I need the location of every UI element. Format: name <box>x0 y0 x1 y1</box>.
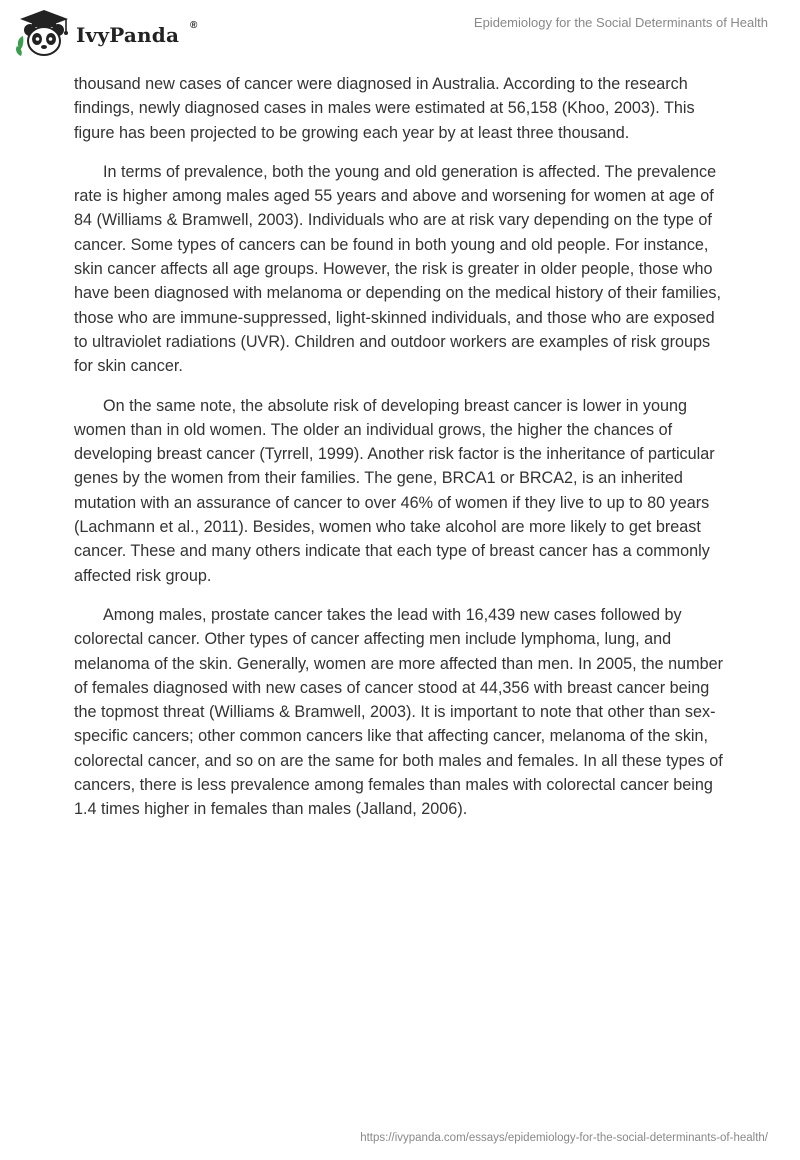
source-url[interactable]: https://ivypanda.com/essays/epidemiology-for-the-social-determinants-of-health/ <box>360 1132 768 1144</box>
paragraph-1: thousand new cases of cancer were diagnosed in Australia. According to the research findings, newly diagnosed cases in males were estimated at 56,158 (Khoo, 2003). This figure has been projected to be growing each year by at least three thousand. <box>74 75 695 142</box>
document-title: Epidemiology for the Social Determinants of Health <box>473 15 768 30</box>
brand-registered-mark: ® <box>190 20 198 31</box>
paragraph-2: In terms of prevalence, both the young and old generation is affected. The prevalence rate is higher among males aged 55 years and above and worsening for women at age of 84 (Williams & Bramwell, 2003). Individuals who are at risk vary depending on the type of cancer. Some types of cancers can be found in both young and old people. For instance, skin cancer affects all age groups. However, the risk is greater in older people, those who have been diagnosed with melanoma or depending on the medical history of their families, those who are immune-suppressed, light-skinned individuals, and those who are exposed to ultraviolet radiations (UVR). Children and outdoor workers are examples of risk groups for skin cancer. <box>74 162 721 376</box>
essay-body <box>74 72 726 837</box>
paragraph-4: Among males, prostate cancer takes the lead with 16,439 new cases followed by colorectal cancer. Other types of cancer affecting men include lymphoma, lung, and melanoma of the skin. Generally, women are more affected than men. In 2005, the number of females diagnosed with new cases of cancer stood at 44,356 with breast cancer being the topmost threat (Williams & Bramwell, 2003). It is important to note that other than sex-specific cancers; other common cancers like that affecting cancer, melanoma of the skin, colorectal cancer, and so on are the same for both males and females. In all these types of cancers, there is less prevalence among females than males with colorectal cancer being 1.4 times higher in females than males (Jalland, 2006). <box>74 605 724 819</box>
paragraph-3: On the same note, the absolute risk of developing breast cancer is lower in young women than in old women. The older an individual grows, the higher the chances of developing breast cancer (Tyrrell, 1999). Another risk factor is the inheritance of particular genes by the women from their families. The gene, BRCA1 or BRCA2, is an inherited mutation with an assurance of cancer to over 46% of women if they live to up to 80 years (Lachmann et al., 2011). Besides, women who take alcohol are more likely to get breast cancer. These and many others indicate that each type of breast cancer has a commonly affected risk group. <box>74 396 715 585</box>
brand-name: IvyPanda <box>76 23 180 47</box>
panda-graduation-cap-icon <box>14 6 74 62</box>
ivypanda-logo[interactable] <box>14 6 204 62</box>
page-header <box>0 0 800 70</box>
